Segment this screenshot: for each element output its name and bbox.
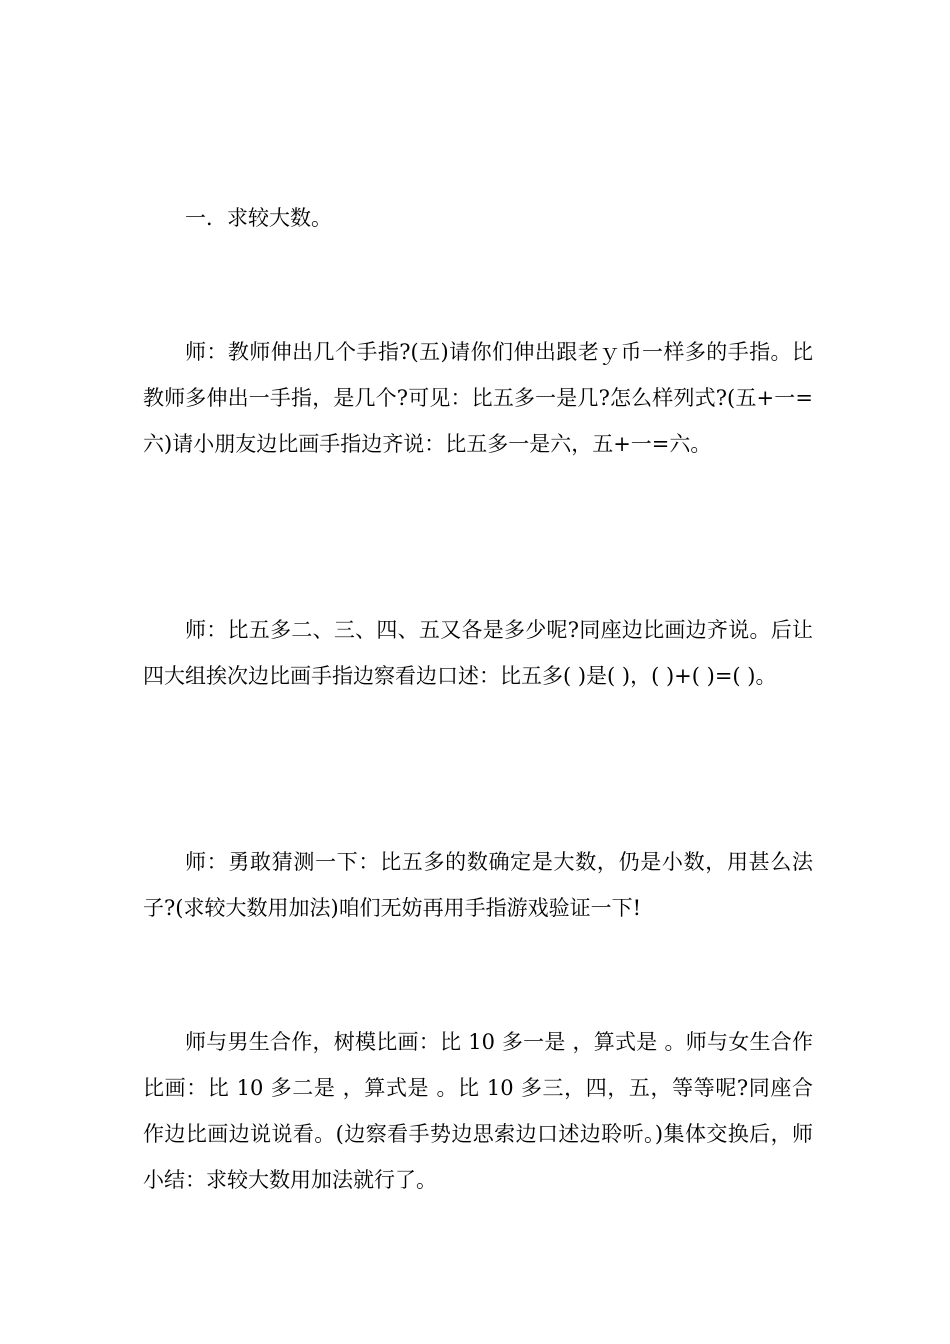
section-heading: 一．求较大数。	[185, 206, 332, 230]
paragraph-3: 师：勇敢猜测一下：比五多的数确定是大数，仍是小数，用甚么法子?(求较大数用加法)咱们无妨再用手指游戏验证一下!	[143, 850, 813, 920]
paragraph-1: 师：教师伸出几个手指?(五)请你们伸出跟老ｙ币一样多的手指。比教师多伸出一手指，是几个?可见：比五多一是几?怎么样列式?(五+一=六)请小朋友边比画手指边齐说：比五多一是六，五+一=六。	[143, 340, 813, 456]
paragraph-2: 师：比五多二、三、四、五又各是多少呢?同座边比画边齐说。后让四大组挨次边比画手指边察看边口述：比五多( )是( )，( )+( )=( )。	[143, 618, 813, 688]
paragraph-4: 师与男生合作，树模比画：比 10 多一是 ，算式是 。师与女生合作比画：比 10 多二是 ，算式是 。比 10 多三，四，五，等等呢?同座合作边比画边说说看。(边察看手势边思索边口述边聆听。)集体交换后，师小结：求较大数用加法就行了。	[143, 1030, 813, 1192]
